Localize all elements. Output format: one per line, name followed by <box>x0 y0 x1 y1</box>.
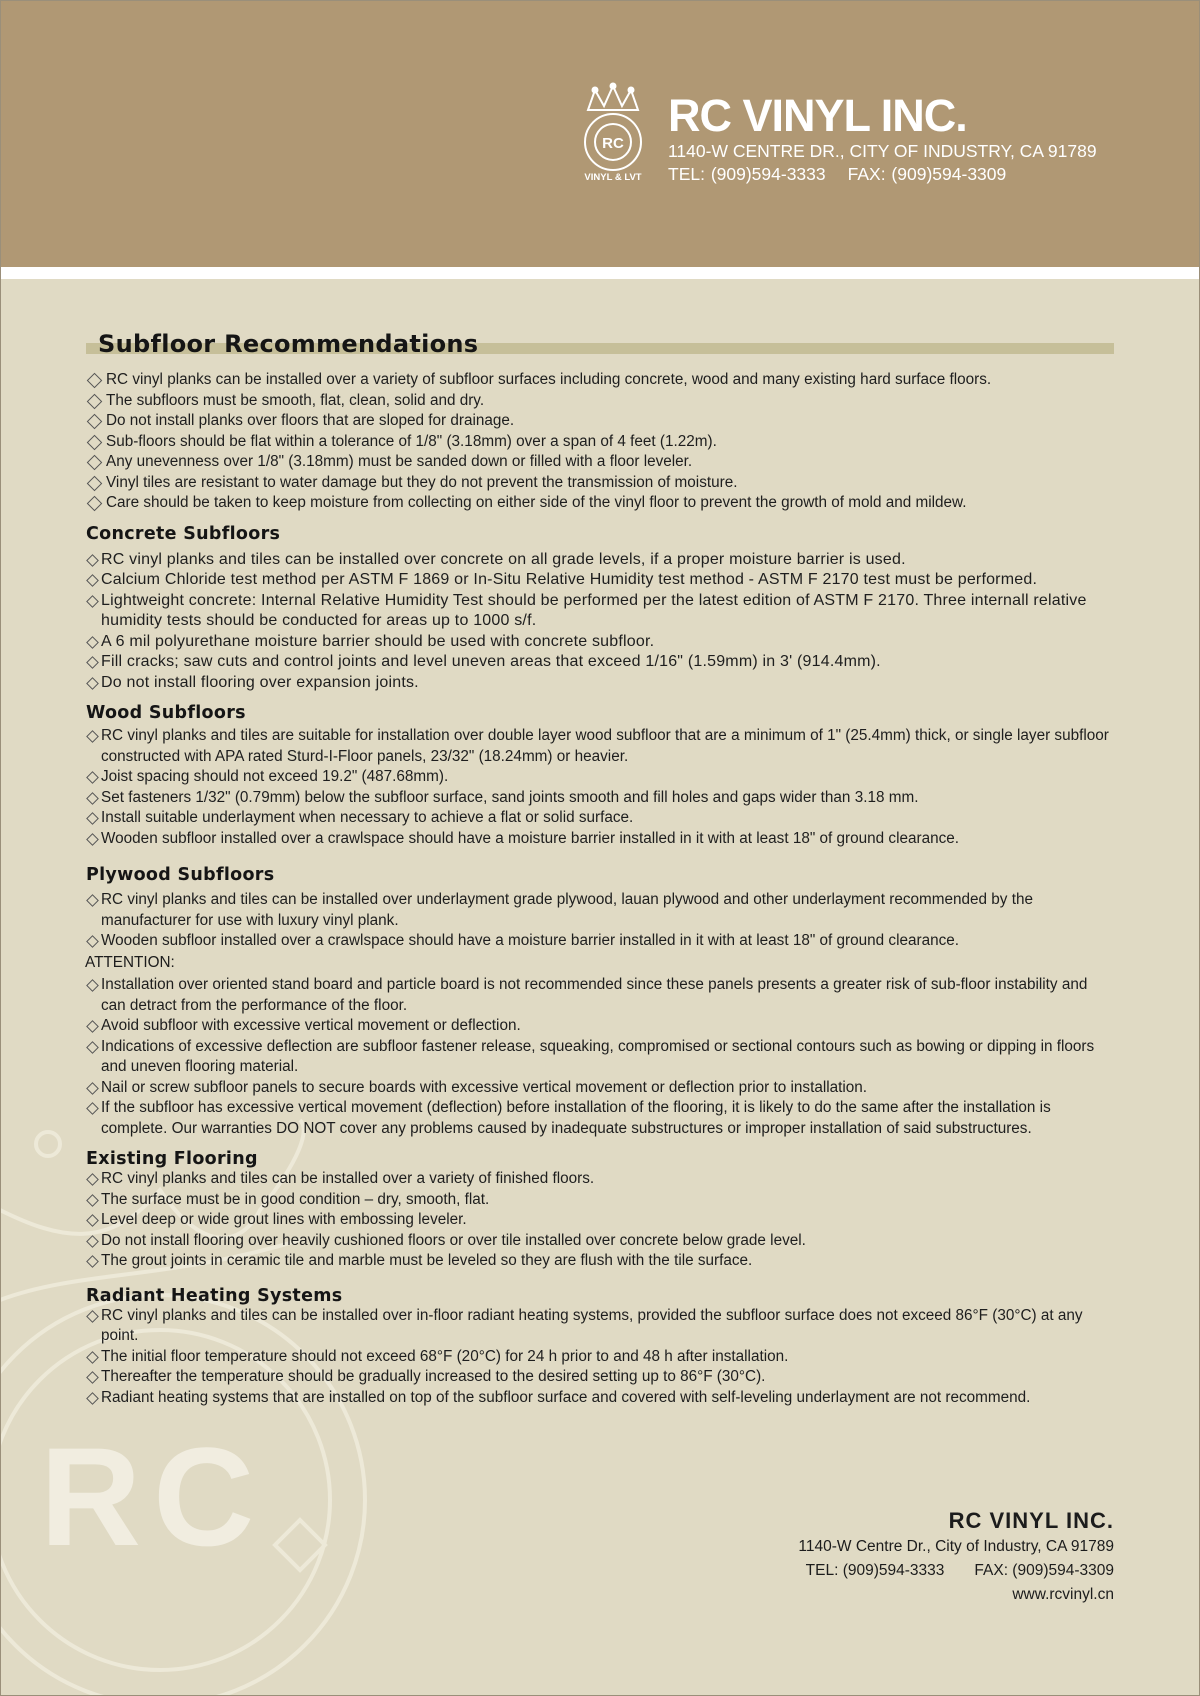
list-item: Any unevenness over 1/8" (3.18mm) must be sanded down or filled with a floor leveler. <box>86 452 1116 473</box>
diamond-bullet-icon <box>86 730 99 743</box>
attention-list <box>86 975 1116 1139</box>
logo-monogram: RC <box>602 135 624 152</box>
list-item: Level deep or wide grout lines with embossing leveler. <box>86 1210 1116 1231</box>
company-address: 1140-W CENTRE DR., CITY OF INDUSTRY, CA 91789 <box>668 141 1097 161</box>
attention-label: ATTENTION: <box>85 953 175 971</box>
diamond-bullet-icon <box>86 1194 99 1207</box>
list-item: Nail or screw subfloor panels to secure boards with excessive vertical movement or deflection prior to installation. <box>86 1078 1116 1099</box>
list-item: RC vinyl planks and tiles can be installed over in-floor radiant heating systems, provided the subfloor surface does not exceed 86°F (30°C) at any point. <box>86 1306 1116 1347</box>
watermark-monogram: RC <box>40 1418 267 1575</box>
section-heading-existing: Existing Flooring <box>86 1149 258 1169</box>
list-item: Joist spacing should not exceed 19.2" (487.68mm). <box>86 767 1116 788</box>
diamond-bullet-icon <box>86 1392 99 1405</box>
diamond-bullet-icon <box>86 833 99 846</box>
plywood-list <box>86 890 1116 952</box>
content <box>86 330 1116 1408</box>
list-item: Do not install flooring over heavily cushioned floors or over tile installed over concrete below grade level. <box>86 1231 1116 1252</box>
diamond-bullet-icon <box>87 393 103 409</box>
diamond-bullet-icon <box>86 935 99 948</box>
list-item: Indications of excessive deflection are subfloor fastener release, squeaking, compromised or sectional contours such as bowing or dipping in floors and uneven flooring material. <box>86 1037 1116 1078</box>
diamond-bullet-icon <box>86 1235 99 1248</box>
footer-website-link[interactable]: www.rcvinyl.cn <box>1012 1586 1114 1603</box>
section-heading-radiant: Radiant Heating Systems <box>86 1285 343 1306</box>
list-item: RC vinyl planks and tiles can be installed over underlayment grade plywood, lauan plywood and other underlayment recommended by the manufacturer for use with luxury vinyl plank. <box>86 890 1116 931</box>
header-tel: TEL: (909)594-3333 <box>668 164 826 184</box>
list-item: Thereafter the temperature should be gradually increased to the desired setting up to 86°F (30°C). <box>86 1367 1116 1388</box>
diamond-bullet-icon <box>86 1255 99 1268</box>
diamond-bullet-icon <box>86 677 99 690</box>
list-item: RC vinyl planks and tiles can be installed over a variety of finished floors. <box>86 1169 1116 1190</box>
diamond-bullet-icon <box>86 1371 99 1384</box>
list-item: Avoid subfloor with excessive vertical movement or deflection. <box>86 1016 1116 1037</box>
list-item: Installation over oriented stand board and particle board is not recommended since these panels presents a greater risk of sub-floor instability and can detract from the performance of the floor. <box>86 975 1116 1016</box>
diamond-bullet-icon <box>86 812 99 825</box>
list-item: Fill cracks; saw cuts and control joints and level uneven areas that exceed 1/16" (1.59mm) in 3' (914.4mm). <box>86 652 1116 673</box>
diamond-bullet-icon <box>86 1351 99 1364</box>
wood-list <box>86 726 1116 849</box>
concrete-section <box>86 524 1116 694</box>
diamond-bullet-icon <box>87 414 103 430</box>
existing-list <box>86 1169 1116 1272</box>
logo-caption: VINYL & LVT <box>584 172 642 183</box>
diamond-bullet-icon <box>86 1020 99 1033</box>
concrete-list <box>86 550 1116 694</box>
footer-phone-line <box>798 1559 1114 1583</box>
list-item: A 6 mil polyurethane moisture barrier should be used with concrete subfloor. <box>86 632 1116 653</box>
list-item: The initial floor temperature should not exceed 68°F (20°C) for 24 h prior to and 48 h after installation. <box>86 1347 1116 1368</box>
list-item: Do not install planks over floors that are sloped for drainage. <box>86 411 1116 432</box>
diamond-bullet-icon <box>86 1173 99 1186</box>
footer-address: 1140-W Centre Dr., City of Industry, CA 91789 <box>798 1538 1114 1555</box>
diamond-bullet-icon <box>87 373 103 389</box>
plywood-section <box>86 865 1116 1139</box>
diamond-bullet-icon <box>86 636 99 649</box>
section-heading-wood: Wood Subfloors <box>86 703 246 723</box>
footer-contact <box>798 1507 1114 1607</box>
diamond-bullet-icon <box>86 1082 99 1095</box>
main-heading-block <box>86 330 1116 362</box>
diamond-bullet-icon <box>86 1214 99 1227</box>
list-item: Vinyl tiles are resistant to water damage but they do not prevent the transmission of moisture. <box>86 473 1116 494</box>
diamond-bullet-icon <box>86 1310 99 1323</box>
footer-tel: TEL: (909)594-3333 <box>805 1562 945 1579</box>
diamond-bullet-icon <box>86 656 99 669</box>
section-heading-plywood: Plywood Subfloors <box>86 865 275 885</box>
wood-section <box>86 703 1116 849</box>
intro-list <box>86 370 1116 514</box>
diamond-bullet-icon <box>87 496 103 512</box>
diamond-bullet-icon <box>86 554 99 567</box>
list-item: RC vinyl planks can be installed over a variety of subfloor surfaces including concrete, wood and many existing hard surface floors. <box>86 370 1116 391</box>
footer-fax: FAX: (909)594-3309 <box>974 1562 1114 1579</box>
section-heading-concrete: Concrete Subfloors <box>86 523 281 544</box>
list-item: Install suitable underlayment when necessary to achieve a flat or solid surface. <box>86 808 1116 829</box>
company-phone-line <box>668 164 1006 185</box>
list-item: The subfloors must be smooth, flat, clean, solid and dry. <box>86 391 1116 412</box>
diamond-bullet-icon <box>86 771 99 784</box>
list-item: RC vinyl planks and tiles can be installed over concrete on all grade levels, if a proper moisture barrier is used. <box>86 550 1116 571</box>
diamond-bullet-icon <box>86 979 99 992</box>
diamond-bullet-icon <box>86 894 99 907</box>
list-item: The surface must be in good condition – dry, smooth, flat. <box>86 1190 1116 1211</box>
diamond-bullet-icon <box>87 475 103 491</box>
list-item: Care should be taken to keep moisture from collecting on either side of the vinyl floor to prevent the growth of mold and mildew. <box>86 493 1116 514</box>
list-item: RC vinyl planks and tiles are suitable for installation over double layer wood subfloor that are a minimum of 1" (25.4mm) thick, or single layer subfloor constructed with APA rated Sturd-I-Floor panels, 23/32" (18.24mm) or heavier. <box>86 726 1116 767</box>
diamond-bullet-icon <box>86 1102 99 1115</box>
diamond-bullet-icon <box>87 434 103 450</box>
list-item: Calcium Chloride test method per ASTM F 1869 or In-Situ Relative Humidity test method - ASTM F 2170 test must be performed. <box>86 570 1116 591</box>
list-item: Lightweight concrete: Internal Relative Humidity Test should be performed per the latest edition of ASTM F 2170. Three internall relative humidity tests should be conducted for areas up to 1000 s/f. <box>86 591 1116 632</box>
list-item: Radiant heating systems that are installed on top of the subfloor surface and covered with self-leveling underlayment are not recommend. <box>86 1388 1116 1409</box>
radiant-list <box>86 1306 1116 1409</box>
header-divider <box>0 267 1200 279</box>
footer-company-name: RC VINYL INC. <box>948 1508 1114 1533</box>
diamond-bullet-icon <box>86 574 99 587</box>
list-item: Do not install flooring over expansion joints. <box>86 673 1116 694</box>
diamond-bullet-icon <box>86 595 99 608</box>
list-item: Wooden subfloor installed over a crawlspace should have a moisture barrier installed in it with at least 18" of ground clearance. <box>86 829 1116 850</box>
list-item: Sub-floors should be flat within a tolerance of 1/8" (3.18mm) over a span of 4 feet (1.22m). <box>86 432 1116 453</box>
list-item: The grout joints in ceramic tile and marble must be leveled so they are flush with the tile surface. <box>86 1251 1116 1272</box>
header-fax: FAX: (909)594-3309 <box>847 164 1007 184</box>
existing-section <box>86 1149 1116 1272</box>
list-item: Set fasteners 1/32" (0.79mm) below the subfloor surface, sand joints smooth and fill holes and gaps wider than 3.18 mm. <box>86 788 1116 809</box>
page-title: Subfloor Recommendations <box>98 330 479 358</box>
list-item: If the subfloor has excessive vertical movement (deflection) before installation of the flooring, it is likely to do the same after the installation is complete. Our warranties DO NOT cover any problems caused by inadequate substructures or improper installation of said substructures. <box>86 1098 1116 1139</box>
list-item: Wooden subfloor installed over a crawlspace should have a moisture barrier installed in it with at least 18" of ground clearance. <box>86 931 1116 952</box>
radiant-section <box>86 1286 1116 1409</box>
diamond-bullet-icon <box>86 792 99 805</box>
diamond-bullet-icon <box>86 1041 99 1054</box>
diamond-bullet-icon <box>87 455 103 471</box>
company-title: RC VINYL INC. <box>668 90 967 141</box>
